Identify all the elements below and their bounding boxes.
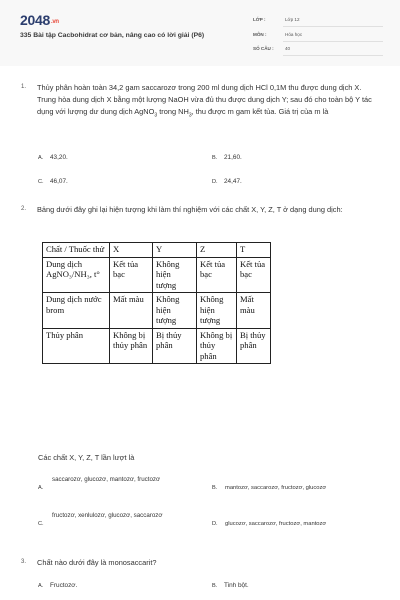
q1-option-a[interactable] xyxy=(38,154,68,161)
table-cell: Không bị thủy phân xyxy=(197,328,237,364)
q3-option-a[interactable] xyxy=(38,582,77,589)
table-cell: Bị thủy phân xyxy=(237,328,271,364)
q2-option-a[interactable]: saccarozơ, glucozơ, mantozơ, fructozơ xyxy=(52,476,161,483)
table-cell: Y xyxy=(153,243,197,258)
meta-count-label: SỐ CÂU : xyxy=(253,46,274,51)
q2-option-a-letter: A. xyxy=(38,485,44,491)
table-cell: Z xyxy=(197,243,237,258)
option-text: Tinh bột. xyxy=(224,582,249,589)
table-cell: Thủy phân xyxy=(43,328,110,364)
q2-option-d-letter: D. xyxy=(212,521,218,527)
q2-option-b-letter: B. xyxy=(212,485,218,491)
document-header xyxy=(0,0,400,66)
option-text: Fructozơ. xyxy=(50,582,78,589)
table-cell: Mất màu xyxy=(110,293,153,329)
option-letter: A. xyxy=(38,155,44,161)
q1-option-b[interactable] xyxy=(212,154,242,161)
q1-option-d[interactable] xyxy=(212,178,242,185)
table-cell: Mất màu xyxy=(237,293,271,329)
option-letter: B. xyxy=(212,583,218,589)
q2-option-d[interactable]: glucozơ, saccarozơ, fructozơ, mantozơ xyxy=(225,521,327,527)
table-cell: Chất / Thuốc thử xyxy=(43,243,110,258)
logo-text: 2048 xyxy=(20,12,50,28)
table-cell: T xyxy=(237,243,271,258)
q1-text-part: trong NH xyxy=(157,107,189,117)
question-2-text: Bảng dưới đây ghi lại hiện tượng khi làm thí nghiệm với các chất X, Y, Z, T ở dạng dung dịch: xyxy=(37,205,343,214)
option-letter: D. xyxy=(212,179,218,185)
table-header-row xyxy=(43,243,271,258)
table-cell: Không bị thủy phân xyxy=(110,328,153,364)
meta-class-value: Lớp 12 xyxy=(285,17,300,22)
table-cell: Kết tủa bạc xyxy=(237,257,271,293)
question-3-number: 3. xyxy=(21,559,27,565)
meta-divider xyxy=(283,55,383,56)
q1-option-c[interactable] xyxy=(38,178,68,185)
option-text: 43,20. xyxy=(50,154,68,161)
option-text: 21,60. xyxy=(224,154,242,161)
meta-count-value: 40 xyxy=(285,46,291,51)
question-1-text xyxy=(37,82,382,122)
q1-text-part: , thu được m gam kết tủa. Giá trị của m là xyxy=(191,107,329,117)
meta-subject xyxy=(253,32,383,44)
q2-option-c[interactable]: fructozơ, xenlulozơ, glucozơ, saccarozơ xyxy=(52,512,163,519)
q1-subscript: 3 xyxy=(188,112,192,119)
option-letter: B. xyxy=(212,155,218,161)
meta-class xyxy=(253,17,383,29)
option-text: 46,07. xyxy=(50,178,68,185)
table-cell: X xyxy=(110,243,153,258)
table-cell: Kết tủa bạc xyxy=(197,257,237,293)
question-2-prompt: Các chất X, Y, Z, T lần lượt là xyxy=(38,453,135,462)
question-2-number: 2. xyxy=(21,206,27,212)
meta-divider xyxy=(283,26,383,27)
logo-suffix: .vn xyxy=(50,19,59,25)
experiment-table xyxy=(42,242,271,364)
table-cell: Không hiện tượng xyxy=(153,257,197,293)
table-cell: Kết tủa bạc xyxy=(110,257,153,293)
meta-class-label: LỚP : xyxy=(253,17,266,22)
meta-subject-value: Hóa học xyxy=(285,32,303,37)
table-row xyxy=(43,328,271,364)
table-row xyxy=(43,293,271,329)
q3-option-b[interactable] xyxy=(212,582,249,589)
table-cell: Bị thủy phân xyxy=(153,328,197,364)
q2-option-b[interactable]: mantozơ, saccarozơ, fructozơ, glucozơ xyxy=(225,485,327,491)
q1-text-part: Thủy phân hoàn toàn 34,2 gam saccarozơ trong 200 ml dung dịch HCl 0,1M thu được dung dịch X. Trung hòa dung dịch X bằng một lượng NaOH vừa đủ thu được dung dịch Y; sau đó cho toàn bộ Y tác dụng với lượng dư dung dịch AgNO xyxy=(37,83,372,117)
option-letter: A. xyxy=(38,583,44,589)
q2-option-c-letter: C. xyxy=(38,521,44,527)
table-row xyxy=(43,257,271,293)
site-logo[interactable] xyxy=(20,12,59,28)
q1-subscript: 3 xyxy=(154,112,158,119)
table-cell: Không hiện tượng xyxy=(153,293,197,329)
option-text: 24,47. xyxy=(224,178,242,185)
table-cell: Không hiện tượng xyxy=(197,293,237,329)
meta-count xyxy=(253,46,383,58)
table-cell: Dung dịch AgNO₃/NH₃, t° xyxy=(43,257,110,293)
question-1-number: 1. xyxy=(21,84,27,90)
meta-divider xyxy=(283,41,383,42)
question-3-text: Chất nào dưới đây là monosaccarit? xyxy=(37,558,157,567)
document-title: 335 Bài tập Cacbohidrat cơ bản, nâng cao có lời giải (P6) xyxy=(20,32,205,39)
option-letter: C. xyxy=(38,179,44,185)
meta-subject-label: MÔN : xyxy=(253,32,267,37)
table-cell: Dung dịch nước brom xyxy=(43,293,110,329)
